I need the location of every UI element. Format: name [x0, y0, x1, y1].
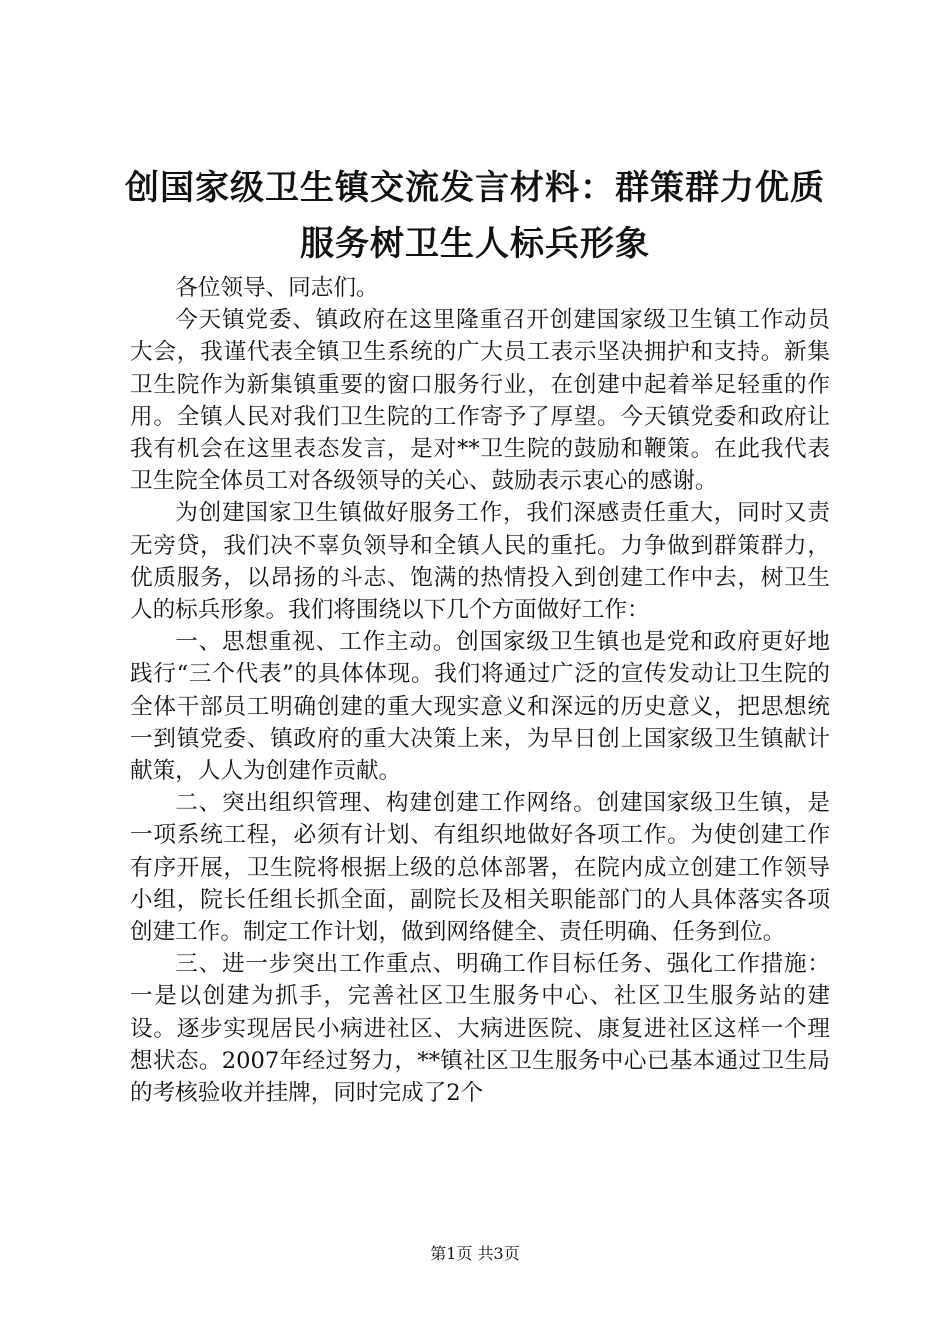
paragraph: 二、突出组织管理、构建创建工作网络。创建国家级卫生镇，是一项系统工程，必须有计划、有组织地做好各项工作。为使创建工作有序开展，卫生院将根据上级的总体部署，在院内成立创建工作领导小组，院长任组长抓全面，副院长及相关职能部门的人具体落实各项创建工作。制定工作计划，做到网络健全、责任明确、任务到位。 [130, 790, 830, 946]
paragraph: 三、进一步突出工作重点、明确工作目标任务、强化工作措施：一是以创建为抓手，完善社区卫生服务中心、社区卫生服务站的建设。逐步实现居民小病进社区、大病进医院、康复进社区这样一个理想状态。2007年经过努力，**镇社区卫生服务中心已基本通过卫生局的考核验收并挂牌，同时完成了2个 [130, 951, 830, 1107]
title-line-2: 服务树卫生人标兵形象 [300, 224, 650, 264]
paragraph: 一、思想重视、工作主动。创国家级卫生镇也是党和政府更好地践行“三个代表”的具体体现。我们将通过广泛的宣传发动让卫生院的全体干部员工明确创建的重大现实意义和深远的历史意义，把思想统一到镇党委、镇政府的重大决策上来，为早日创上国家级卫生镇献计献策，人人为创建作贡献。 [130, 629, 830, 785]
paragraph-greeting: 各位领导、同志们。 [175, 275, 379, 301]
paragraph: 今天镇党委、镇政府在这里隆重召开创建国家级卫生镇工作动员大会，我谨代表全镇卫生系统的广大员工表示坚决拥护和支持。新集卫生院作为新集镇重要的窗口服务行业，在创建中起着举足轻重的作用。全镇人民对我们卫生院的工作寄予了厚望。今天镇党委和政府让我有机会在这里表态发言，是对**卫生院的鼓励和鞭策。在此我代表卫生院全体员工对各级领导的关心、鼓励表示衷心的感谢。 [130, 307, 830, 495]
page-footer: 第1页 共3页 [430, 1244, 520, 1263]
paragraph: 为创建国家卫生镇做好服务工作，我们深感责任重大，同时又责无旁贷，我们决不辜负领导和全镇人民的重托。力争做到群策群力，优质服务，以昂扬的斗志、饱满的热情投入到创建工作中去，树卫生人的标兵形象。我们将围绕以下几个方面做好工作： [130, 500, 830, 624]
document-title [110, 160, 840, 272]
document-body [130, 272, 830, 1109]
title-line-1: 创国家级卫生镇交流发言材料：群策群力优质 [125, 168, 825, 208]
